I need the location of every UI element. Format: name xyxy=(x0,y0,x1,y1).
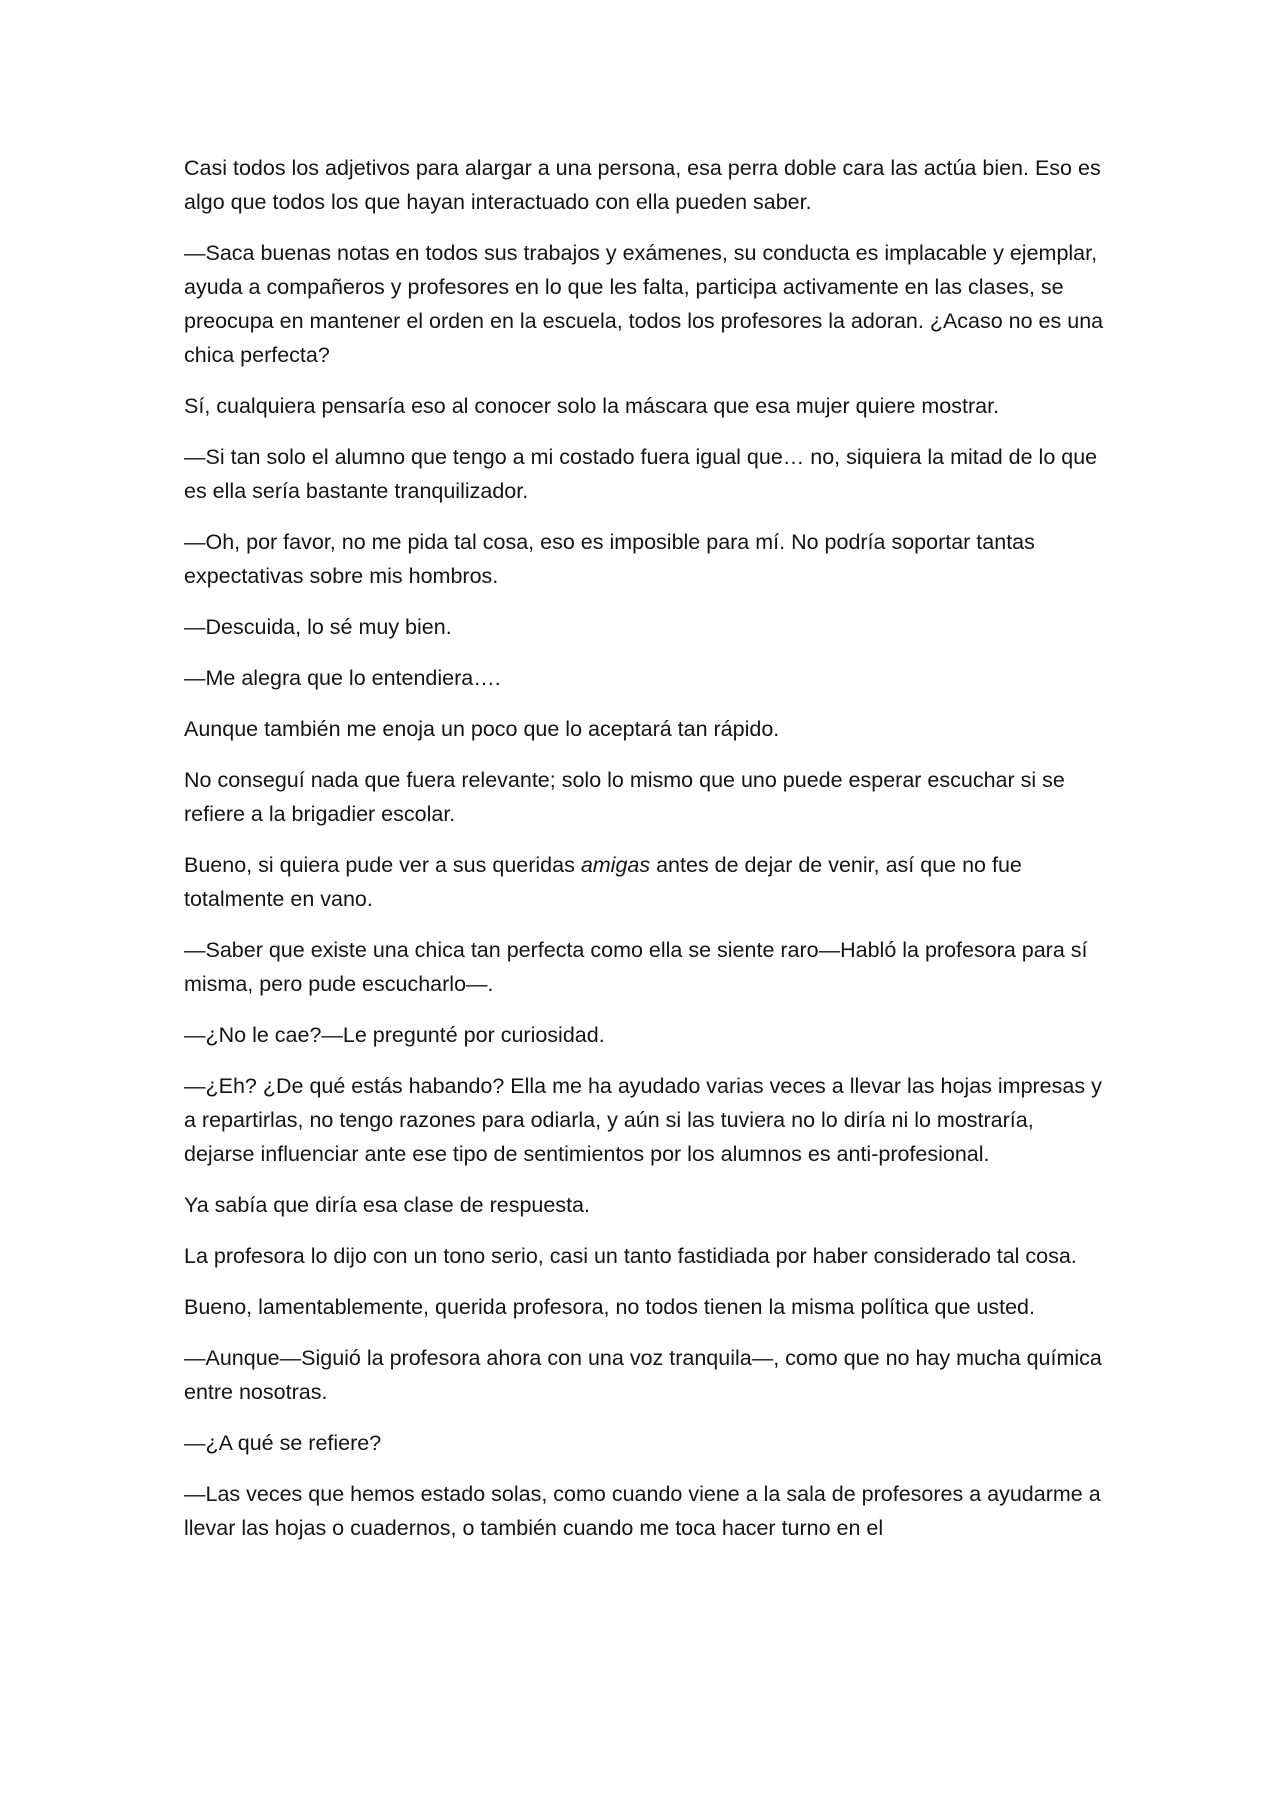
paragraph: Casi todos los adjetivos para alargar a una persona, esa perra doble cara las actúa bien. Eso es algo que todos los que hayan interactuado con ella pueden saber. xyxy=(184,156,1101,214)
paragraph: —¿A qué se refiere? xyxy=(184,1431,382,1455)
paragraph: —Las veces que hemos estado solas, como cuando viene a la sala de profesores a ayudarme a llevar las hojas o cuadernos, o también cuando me toca hacer turno en el xyxy=(184,1482,1101,1540)
paragraph: Ya sabía que diría esa clase de respuesta. xyxy=(184,1193,590,1217)
paragraph-text: antes de dejar de venir, así que no fue totalmente en vano. xyxy=(184,853,1022,911)
paragraph: —¿Eh? ¿De qué estás habando? Ella me ha ayudado varias veces a llevar las hojas impresas y a repartirlas, no tengo razones para odiarla, y aún si las tuviera no lo diría ni lo mostraría, dejarse influenciar ante ese tipo de sentimientos por los alumnos es anti-profesional. xyxy=(184,1074,1102,1166)
paragraph-text: Bueno, si quiera pude ver a sus queridas xyxy=(184,853,581,877)
paragraph: —Me alegra que lo entendiera…. xyxy=(184,666,501,690)
paragraph: Aunque también me enoja un poco que lo aceptará tan rápido. xyxy=(184,717,780,741)
paragraph: Bueno, lamentablemente, querida profesora, no todos tienen la misma política que usted. xyxy=(184,1295,1035,1319)
paragraph: —Saca buenas notas en todos sus trabajos y exámenes, su conducta es implacable y ejemplar, ayuda a compañeros y profesores en lo que les falta, participa activamente en las clases, se preocupa en mantener el orden en la escuela, todos los profesores la adoran. ¿Acaso no es una chica perfecta? xyxy=(184,241,1104,367)
paragraph: La profesora lo dijo con un tono serio, casi un tanto fastidiada por haber considerado tal cosa. xyxy=(184,1244,1077,1268)
paragraph xyxy=(184,848,1109,916)
paragraph: No conseguí nada que fuera relevante; solo lo mismo que uno puede esperar escuchar si se refiere a la brigadier escolar. xyxy=(184,768,1065,826)
paragraph: —Aunque—Siguió la profesora ahora con una voz tranquila—, como que no hay mucha química entre nosotras. xyxy=(184,1346,1102,1404)
paragraph: —Si tan solo el alumno que tengo a mi costado fuera igual que… no, siquiera la mitad de lo que es ella sería bastante tranquilizador. xyxy=(184,445,1098,503)
emphasized-word: amigas xyxy=(580,853,651,877)
body-text xyxy=(184,151,1109,1562)
paragraph: —Saber que existe una chica tan perfecta como ella se siente raro—Habló la profesora para sí misma, pero pude escucharlo—. xyxy=(184,938,1088,996)
paragraph: —¿No le cae?—Le pregunté por curiosidad. xyxy=(184,1023,605,1047)
paragraph: —Oh, por favor, no me pida tal cosa, eso es imposible para mí. No podría soportar tantas expectativas sobre mis hombros. xyxy=(184,530,1035,588)
paragraph: Sí, cualquiera pensaría eso al conocer solo la máscara que esa mujer quiere mostrar. xyxy=(184,394,1000,418)
paragraph: —Descuida, lo sé muy bien. xyxy=(184,615,452,639)
